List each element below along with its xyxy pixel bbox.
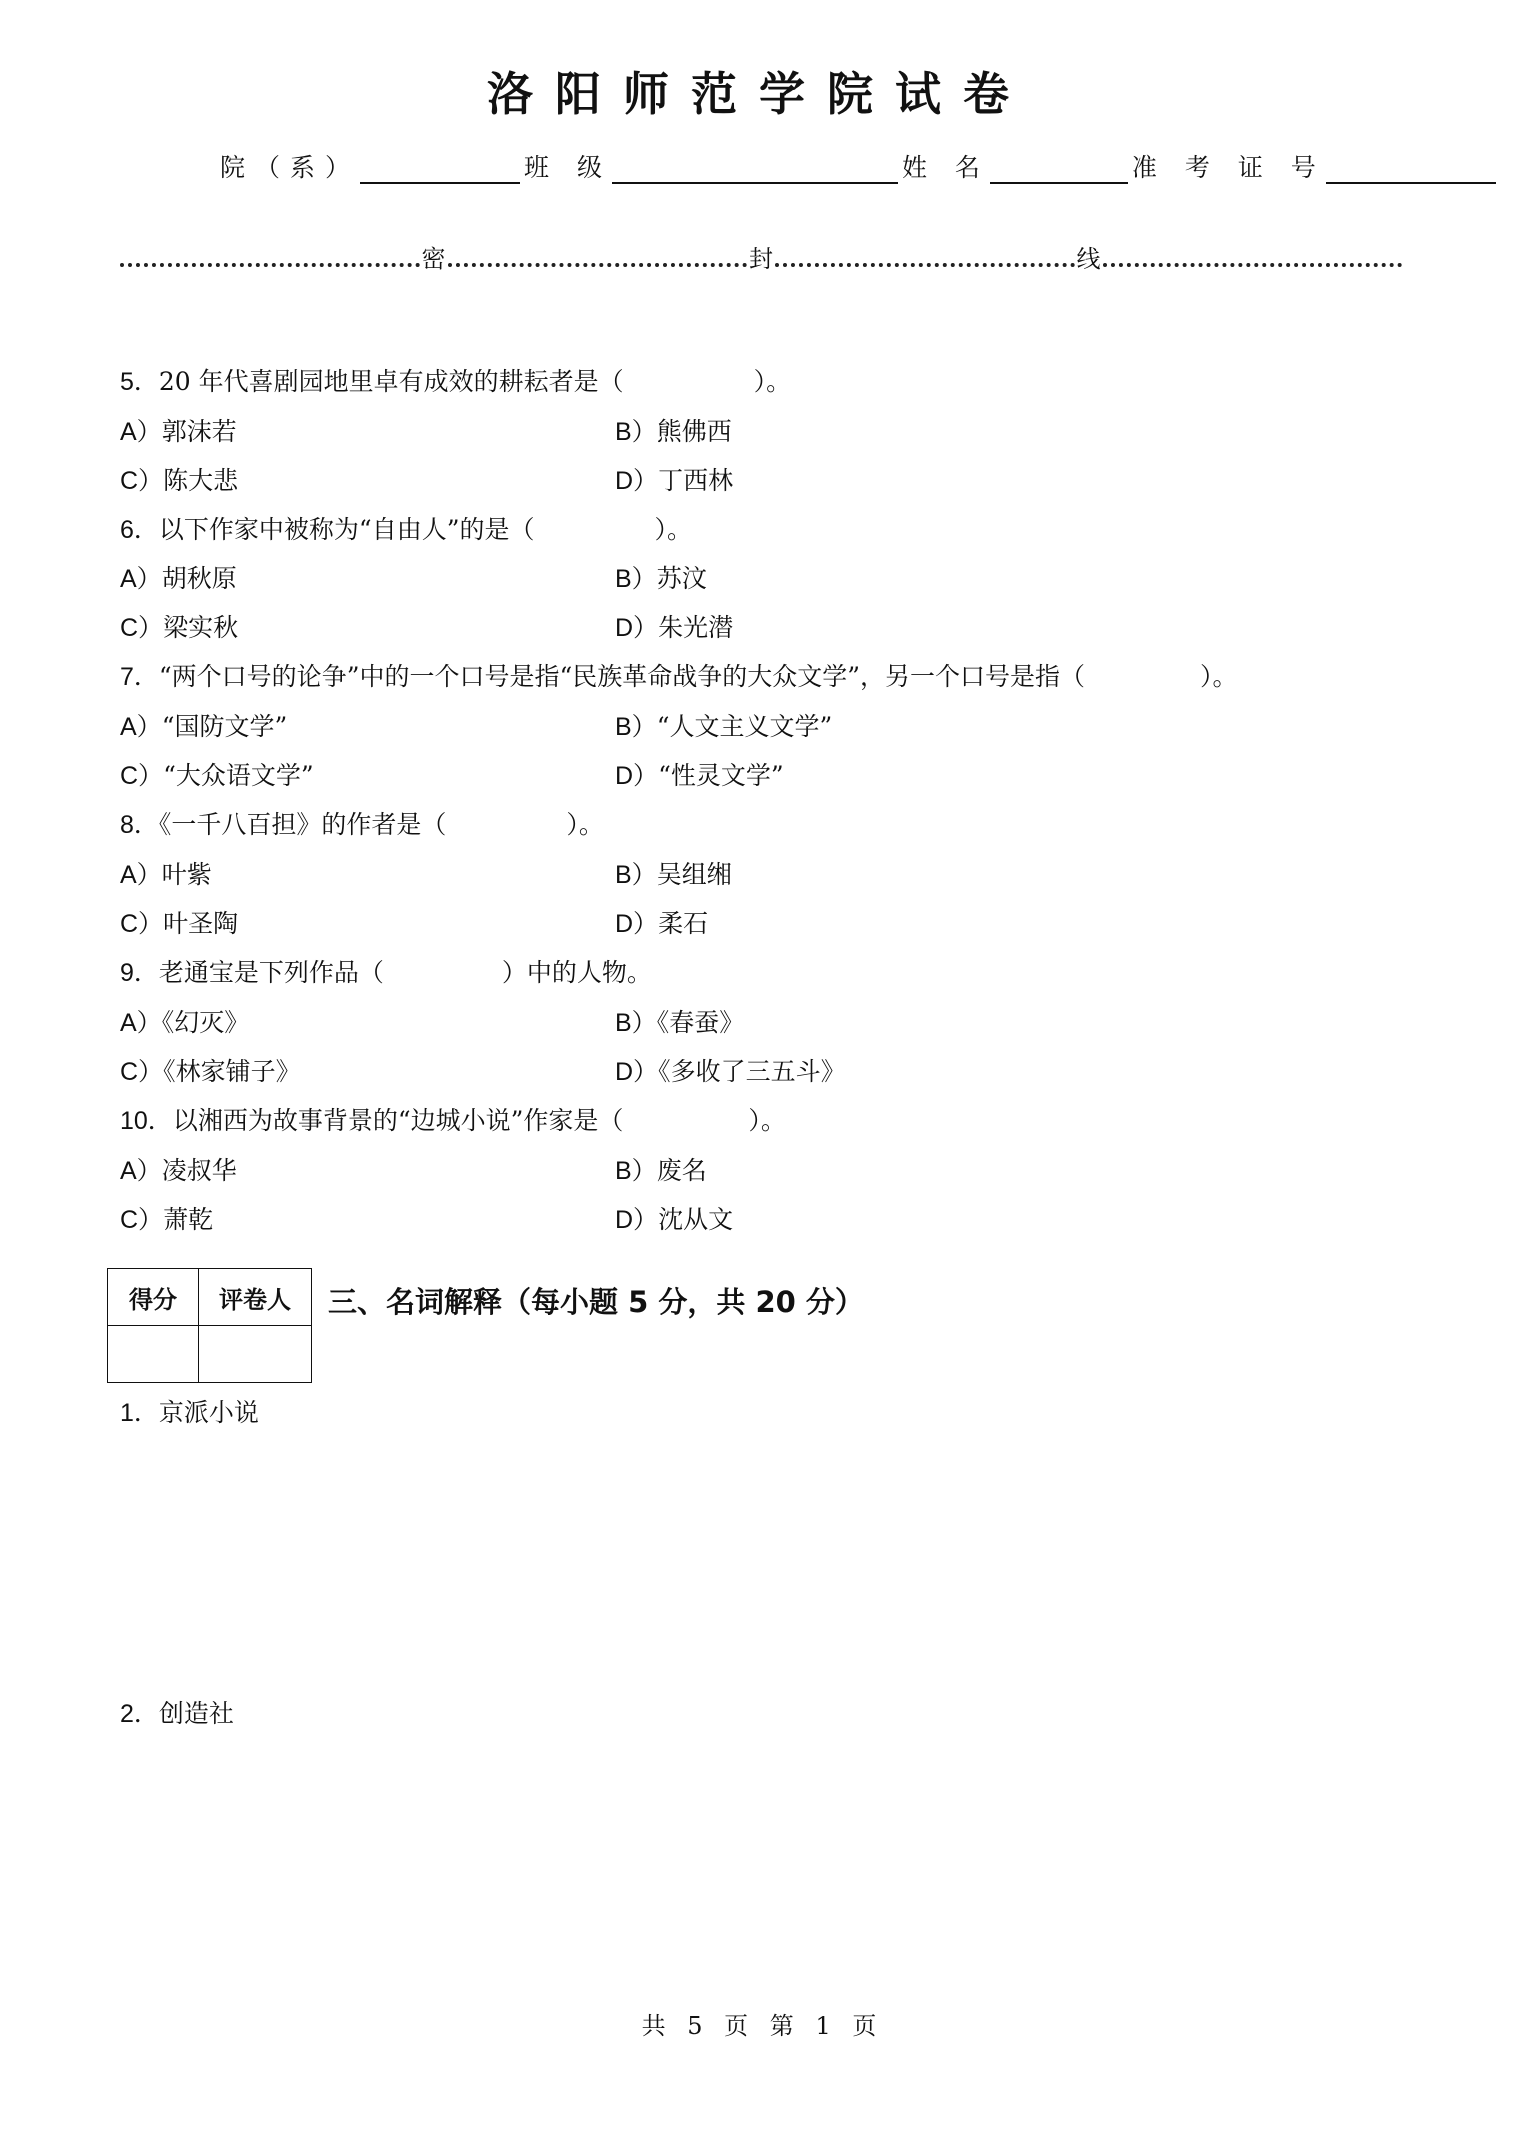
question-10: 10．以湘西为故事背景的“边城小说”作家是（ ）。 [120, 1106, 786, 1135]
option-9b: B）《春蚕》 [615, 1008, 745, 1037]
class-label: 班 级 [524, 153, 612, 182]
page-footer: 共 5 页 第 1 页 [641, 2012, 877, 2040]
term-item-1: 1．京派小说 [120, 1398, 259, 1427]
option-9a: A）《幻灭》 [120, 1008, 250, 1037]
option-7d: D）“性灵文学” [615, 761, 784, 790]
option-10d: D）沈从文 [615, 1205, 734, 1234]
dept-blank [360, 152, 520, 184]
name-blank [990, 152, 1128, 184]
option-5d: D）丁西林 [615, 466, 734, 495]
option-10b: B）废名 [615, 1156, 707, 1185]
option-8a: A）叶紫 [120, 860, 212, 889]
option-6c: C）梁实秋 [120, 613, 239, 642]
question-9: 9．老通宝是下列作品（ ）中的人物。 [120, 958, 652, 987]
score-label: 得分 [108, 1269, 199, 1326]
score-table [107, 1268, 312, 1383]
exam-id-blank [1326, 152, 1496, 184]
seal-char-mi: 密 [421, 244, 446, 273]
grader-cell [199, 1326, 312, 1383]
option-9d: D）《多收了三五斗》 [615, 1057, 846, 1086]
option-9c: C）《林家铺子》 [120, 1057, 301, 1086]
question-5: 5．20 年代喜剧园地里卓有成效的耕耘者是（ ）。 [120, 367, 792, 396]
exam-title: 洛阳师范学院试卷 [487, 67, 1031, 121]
name-label: 姓 名 [901, 153, 990, 182]
option-7b: B）“人文主义文学” [615, 712, 833, 741]
term-item-2: 2．创造社 [120, 1699, 234, 1728]
option-8d: D）柔石 [615, 909, 709, 938]
seal-char-xian: 线 [1076, 244, 1101, 273]
section-3-title: 三、名词解释（每小题 5 分，共 20 分） [328, 1285, 864, 1319]
student-info-row [220, 148, 1500, 184]
option-8b: B）吴组缃 [615, 860, 732, 889]
exam-id-label: 准 考 证 号 [1131, 153, 1326, 182]
class-blank [612, 152, 898, 184]
option-5b: B）熊佛西 [615, 417, 732, 446]
option-7a: A）“国防文学” [120, 712, 288, 741]
option-6b: B）苏汶 [615, 564, 707, 593]
option-7c: C）“大众语文学” [120, 761, 314, 790]
seal-char-feng: 封 [749, 244, 773, 273]
question-8: 8．《一千八百担》的作者是（ ）。 [120, 810, 604, 839]
grader-label: 评卷人 [199, 1269, 312, 1326]
option-10a: A）凌叔华 [120, 1156, 237, 1185]
question-6: 6．以下作家中被称为“自由人”的是（ ）。 [120, 515, 692, 544]
dept-label: 院（系） [220, 153, 361, 182]
option-6d: D）朱光潜 [615, 613, 734, 642]
question-7: 7．“两个口号的论争”中的一个口号是指“民族革命战争的大众文学”，另一个口号是指（ ）。 [120, 662, 1238, 691]
option-5a: A）郭沫若 [120, 417, 237, 446]
score-cell [108, 1326, 199, 1383]
option-8c: C）叶圣陶 [120, 909, 239, 938]
option-10c: C）萧乾 [120, 1205, 214, 1234]
seal-line [120, 238, 1402, 274]
option-6a: A）胡秋原 [120, 564, 237, 593]
option-5c: C）陈大悲 [120, 466, 239, 495]
